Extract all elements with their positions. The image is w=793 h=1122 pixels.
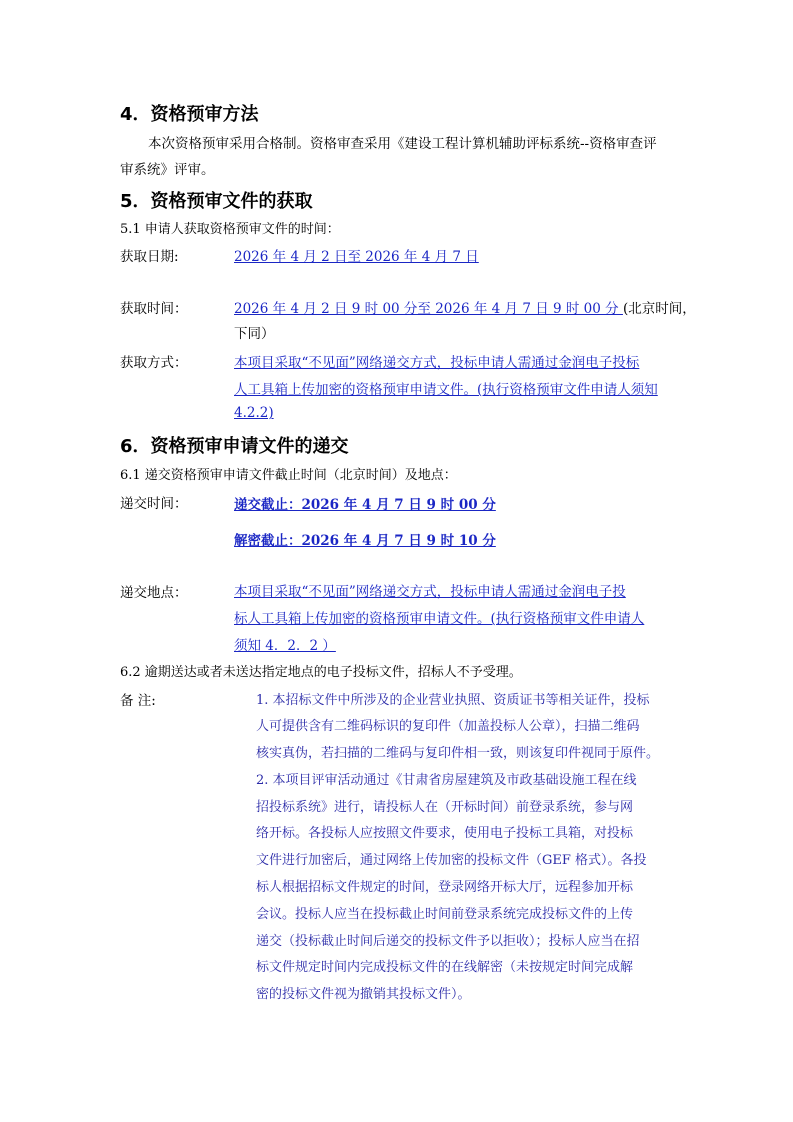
- remark-note-line: 标人根据招标文件规定的时间，登录网络开标大厅，远程参加开标: [256, 880, 634, 895]
- submit-place-line-1: 本项目采取“不见面”网络递交方式，投标申请人需通过金润电子投: [234, 584, 626, 600]
- remark-note-line: 递交（投标截止时间后递交的投标文件予以拒收）；投标人应当在招: [256, 934, 640, 949]
- acquire-method-label: 获取方式：: [120, 355, 188, 371]
- acquire-method-line-1: 本项目采取“不见面”网络递交方式，投标申请人需通过金润电子投标: [234, 355, 640, 371]
- submit-deadline: 递交截止：2026 年 4 月 7 日 9 时 00 分: [234, 497, 496, 513]
- submit-time-label: 递交时间：: [120, 496, 188, 512]
- section-6-2-subheading: 6.2 逾期送达或者未送达指定地点的电子投标文件，招标人不予受理。: [120, 665, 522, 680]
- section-5-1-subheading: 5.1 申请人获取资格预审文件的时间：: [120, 222, 340, 237]
- remark-note-line: 会议。投标人应当在投标截止时间前登录系统完成投标文件的上传: [256, 907, 634, 922]
- acquire-time-value-line-2: 下同）: [234, 326, 275, 342]
- remark-note-line: 密的投标文件视为撤销其投标文件）。: [256, 987, 471, 1002]
- submit-place-line-3: 须知 4．2．2 ）: [234, 638, 336, 654]
- section-4-heading: 4．资格预审方法: [120, 104, 259, 125]
- acquire-time-value-tail: (北京时间，: [622, 301, 696, 317]
- remark-note-line: 标文件规定时间内完成投标文件的在线解密（未按规定时间完成解: [256, 960, 634, 975]
- section-6-1-subheading: 6.1 递交资格预审申请文件截止时间（北京时间）及地点：: [120, 468, 457, 483]
- acquire-method-line-3: 4.2.2): [234, 405, 274, 421]
- remark-note-line: 2. 本项目评审活动通过《甘肃省房屋建筑及市政基础设施工程在线: [256, 773, 637, 788]
- remark-note-line: 招投标系统》进行，请投标人在（开标时间）前登录系统，参与网: [256, 800, 634, 815]
- decrypt-deadline: 解密截止：2026 年 4 月 7 日 9 时 10 分: [234, 533, 496, 549]
- section-5-heading: 5．资格预审文件的获取: [120, 191, 313, 212]
- submit-place-label: 递交地点：: [120, 585, 188, 601]
- remark-note-line: 络开标。各投标人应按照文件要求，使用电子投标工具箱，对投标: [256, 826, 634, 841]
- section-4-paragraph-line-2: 审系统》评审。: [120, 162, 215, 178]
- remark-note-line: 1. 本招标文件中所涉及的企业营业执照、资质证书等相关证件，投标: [256, 693, 650, 708]
- acquire-date-label: 获取日期:: [120, 249, 179, 265]
- remark-note-line: 文件进行加密后，通过网络上传加密的投标文件（GEF 格式）。各投: [256, 853, 647, 868]
- remark-note-line: 核实真伪，若扫描的二维码与复印件相一致，则该复印件视同于原件。: [256, 746, 660, 761]
- acquire-method-line-2: 人工具箱上传加密的资格预审申请文件。(执行资格预审文件申请人须知: [234, 382, 658, 398]
- remark-note-line: 人可提供含有二维码标识的复印件（加盖投标人公章），扫描二维码: [256, 719, 640, 734]
- acquire-time-value-line-1: [234, 297, 696, 317]
- acquire-time-value-main: 2026 年 4 月 2 日 9 时 00 分至 2026 年 4 月 7 日 9 时 00 分: [234, 301, 623, 317]
- section-6-heading: 6．资格预审申请文件的递交: [120, 436, 349, 457]
- acquire-date-value: 2026 年 4 月 2 日至 2026 年 4 月 7 日: [234, 249, 479, 265]
- acquire-time-label: 获取时间：: [120, 301, 188, 317]
- submit-place-line-2: 标人工具箱上传加密的资格预审申请文件。(执行资格预审文件申请人: [234, 611, 645, 627]
- section-4-paragraph-line-1: 本次资格预审采用合格制。资格审查采用《建设工程计算机辅助评标系统--资格审查评: [148, 136, 657, 152]
- remark-label: 备 注:: [120, 693, 156, 709]
